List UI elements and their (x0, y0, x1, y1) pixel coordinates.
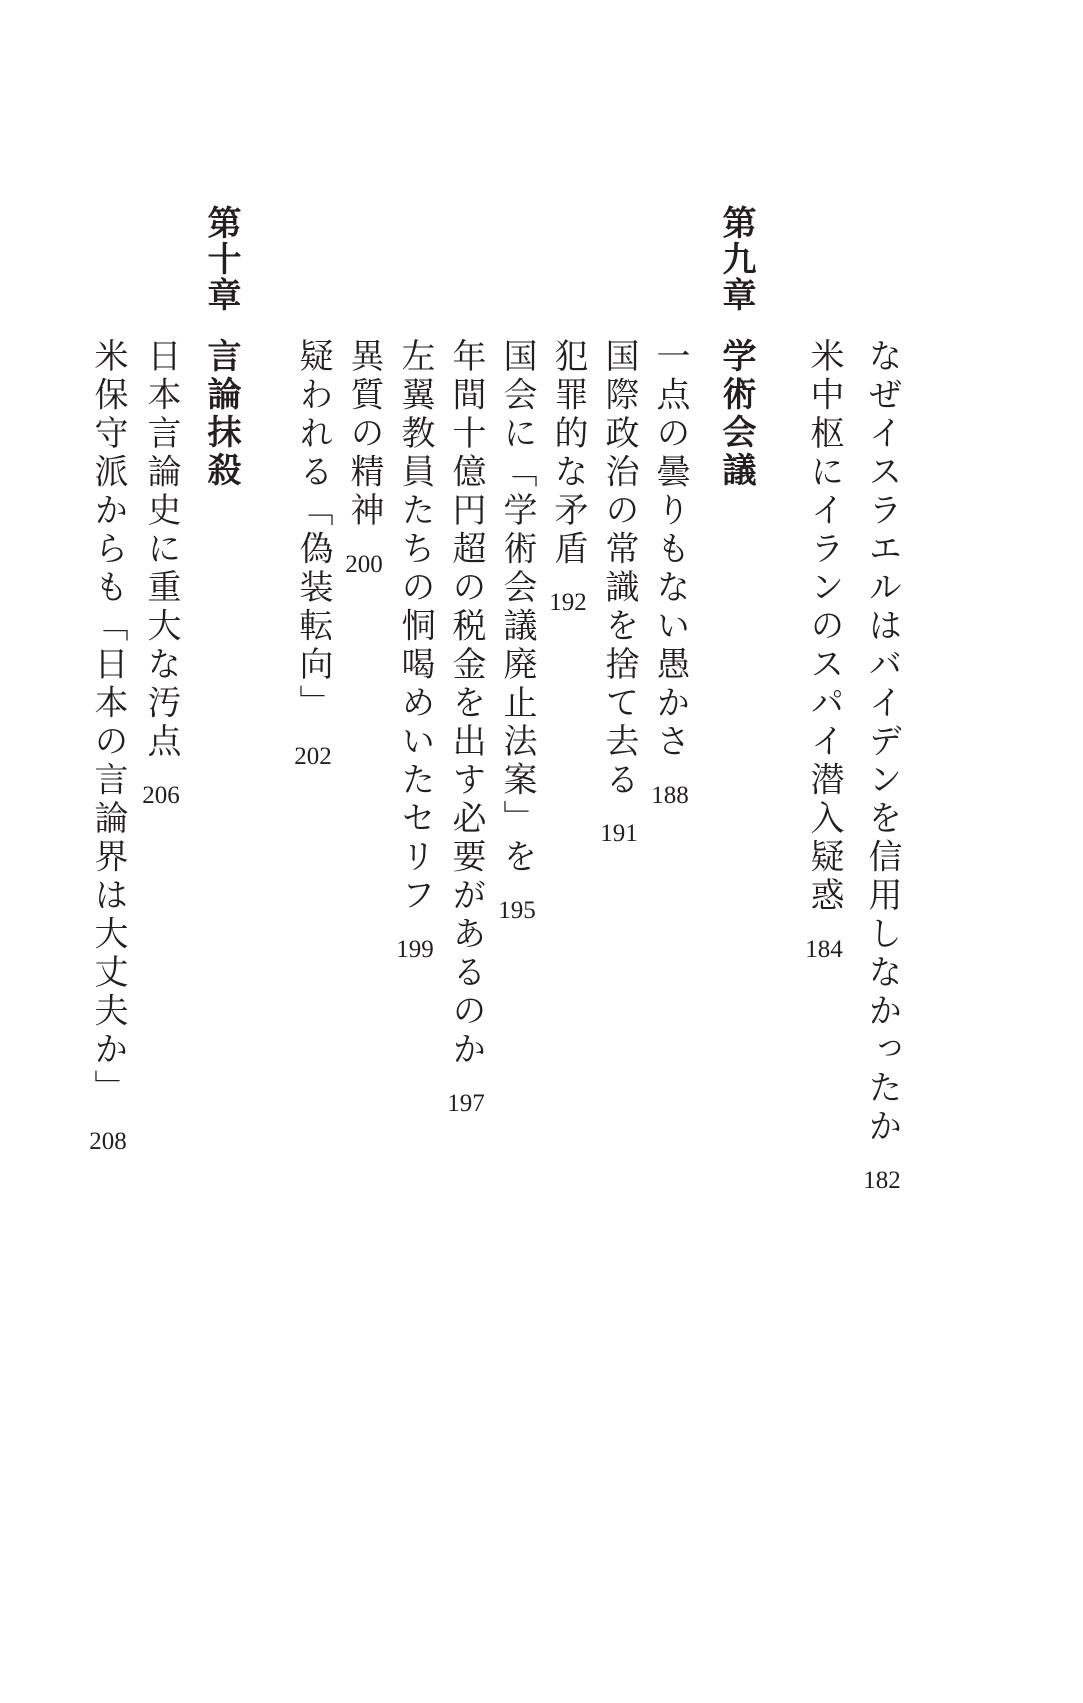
entry-title: 日本言論史に重大な汚点 (141, 338, 181, 762)
toc-entry (542, 338, 594, 617)
entry-title: 米保守派からも「日本の言論界は大丈夫か」 (88, 338, 128, 1108)
toc-entry (389, 338, 441, 964)
entry-page-number: 202 (294, 743, 332, 770)
toc-entry (135, 338, 187, 810)
entry-title: 左翼教員たちの恫喝めいたセリフ (395, 338, 435, 916)
entry-title: なぜイスラエルはバイデンを信用しなかったか (862, 338, 902, 1147)
entry-page-number: 191 (600, 820, 638, 847)
entry-page-number: 188 (651, 781, 689, 809)
entry-page-number: 192 (549, 589, 587, 616)
entry-page-number: 200 (345, 550, 383, 578)
toc-entry (593, 338, 645, 848)
entry-page-number: 195 (498, 897, 536, 924)
entry-page-number: 206 (142, 781, 180, 809)
entry-title: 国会に「学術会議廃止法案」を (497, 338, 537, 877)
entry-title: 犯罪的な矛盾 (548, 338, 588, 569)
entry-title: 国際政治の常識を捨て去る (599, 338, 639, 800)
toc-entry (338, 338, 390, 579)
chapter-title: 言論抹殺 (201, 338, 241, 490)
entry-page-number: 199 (396, 935, 434, 963)
toc-entry (287, 338, 339, 771)
toc-entry (440, 338, 492, 1118)
entry-title: 年間十億円超の税金を出す必要があるのか (446, 338, 486, 1070)
toc-entry (491, 338, 543, 925)
chapter-title: 学術会議 (716, 338, 756, 490)
toc-entry (856, 338, 908, 1195)
entry-page-number: 182 (863, 1166, 901, 1194)
entry-title: 一点の曇りもない愚かさ (650, 338, 690, 762)
chapter-number: 第十章 (201, 205, 241, 313)
entry-page-number: 197 (447, 1089, 485, 1117)
entry-title: 疑われる「偽装転向」 (293, 338, 333, 723)
entry-page-number: 208 (89, 1128, 127, 1155)
entry-title: 異質の精神 (344, 338, 384, 531)
toc-entry (82, 338, 134, 1156)
toc-entry (798, 338, 850, 964)
toc-entry (644, 338, 696, 810)
chapter-number: 第九章 (716, 205, 756, 313)
entry-page-number: 184 (805, 935, 843, 963)
entry-title: 米中枢にイランのスパイ潜入疑惑 (804, 338, 844, 916)
